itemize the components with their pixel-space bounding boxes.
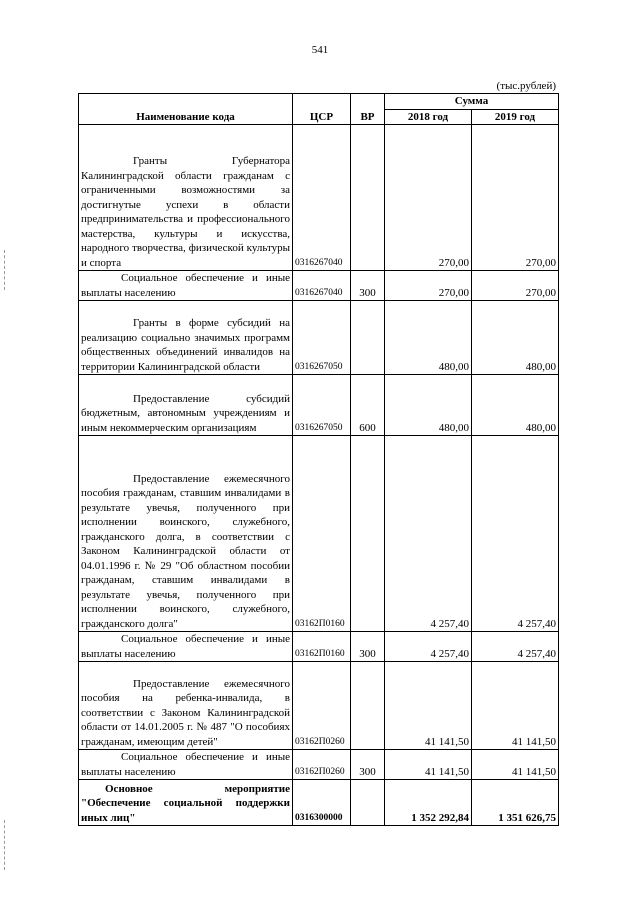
row-2018: 480,00 (385, 375, 472, 436)
row-2018: 270,00 (385, 125, 472, 271)
row-2018: 270,00 (385, 271, 472, 301)
row-2019: 480,00 (472, 375, 559, 436)
row-2019: 4 257,40 (472, 632, 559, 662)
row-name: Гранты Губернатора Калининградской области гражданам с ограниченными возможностями за достигнутые успехи в области предпринимательства и профессионального мастерства, культуры и искусства, народного творчества, физической культуры и спорта (81, 155, 290, 269)
header-vr: ВР (351, 94, 385, 125)
row-csr: 0316267050 (293, 301, 351, 375)
row-csr: 0316267050 (293, 375, 351, 436)
row-csr: 03162П0260 (293, 750, 351, 780)
row-vr (351, 301, 385, 375)
row-2018: 1 352 292,84 (385, 780, 472, 826)
row-csr: 0316267040 (293, 271, 351, 301)
header-sum: Сумма (385, 94, 559, 110)
header-name: Наименование кода (79, 94, 293, 125)
table-row (79, 632, 559, 662)
row-name: Предоставление ежемесячного пособия гражданам, ставшим инвалидами в результате увечья, полученного при исполнении воинского, служебного, гражданского долга, в соответствии с Законом Калининградской области от 04.01.1996 г. № 29 "Об областном пособии гражданам, ставшим инвалидами в результате увечья, полученного при исполнении воинского, служебного, гражданского долга" (81, 472, 290, 630)
row-vr (351, 436, 385, 632)
row-2018: 41 141,50 (385, 750, 472, 780)
header-2018: 2018 год (385, 109, 472, 125)
row-name: Социальное обеспечение и иные выплаты населению (81, 272, 290, 299)
row-2019: 480,00 (472, 301, 559, 375)
row-name: Социальное обеспечение и иные выплаты населению (81, 633, 290, 660)
header-2019: 2019 год (472, 109, 559, 125)
row-2019: 270,00 (472, 125, 559, 271)
row-2019: 1 351 626,75 (472, 780, 559, 826)
row-csr: 03162П0260 (293, 662, 351, 750)
row-2018: 41 141,50 (385, 662, 472, 750)
row-vr: 600 (351, 375, 385, 436)
row-vr (351, 662, 385, 750)
margin-mark (4, 250, 6, 290)
table-row (79, 750, 559, 780)
row-2018: 4 257,40 (385, 436, 472, 632)
row-csr: 03162П0160 (293, 632, 351, 662)
budget-table (78, 93, 559, 826)
row-name: Основное мероприятие "Обеспечение социальной поддержки иных лиц" (81, 782, 290, 824)
row-name: Гранты в форме субсидий на реализацию социально значимых программ общественных объединений инвалидов на территории Калининградской области (81, 317, 290, 373)
row-vr (351, 125, 385, 271)
row-name: Предоставление субсидий бюджетным, автономным учреждениям и иным некоммерческим организациям (81, 392, 290, 434)
table-row (79, 436, 559, 632)
row-name: Социальное обеспечение и иные выплаты населению (81, 751, 290, 778)
table-row (79, 662, 559, 750)
table-row-main-activity (79, 780, 559, 826)
row-csr: 03162П0160 (293, 436, 351, 632)
row-2018: 4 257,40 (385, 632, 472, 662)
table-row (79, 301, 559, 375)
table-row (79, 271, 559, 301)
row-vr: 300 (351, 271, 385, 301)
row-csr: 0316267040 (293, 125, 351, 271)
row-vr: 300 (351, 632, 385, 662)
page-number: 541 (311, 44, 329, 56)
row-name: Предоставление ежемесячного пособия на ребенка-инвалида, в соответствии с Законом Калининградской области от 14.01.2005 г. № 487 "О пособиях гражданам, имеющим детей" (81, 677, 290, 748)
header-csr: ЦСР (293, 94, 351, 125)
row-2019: 4 257,40 (472, 436, 559, 632)
table-row (79, 125, 559, 271)
table-row (79, 375, 559, 436)
row-csr: 0316300000 (293, 780, 351, 826)
margin-mark (4, 820, 6, 870)
row-2019: 41 141,50 (472, 750, 559, 780)
units-label: (тыс.рублей) (496, 80, 556, 92)
row-2018: 480,00 (385, 301, 472, 375)
row-2019: 41 141,50 (472, 662, 559, 750)
row-vr (351, 780, 385, 826)
row-2019: 270,00 (472, 271, 559, 301)
row-vr: 300 (351, 750, 385, 780)
